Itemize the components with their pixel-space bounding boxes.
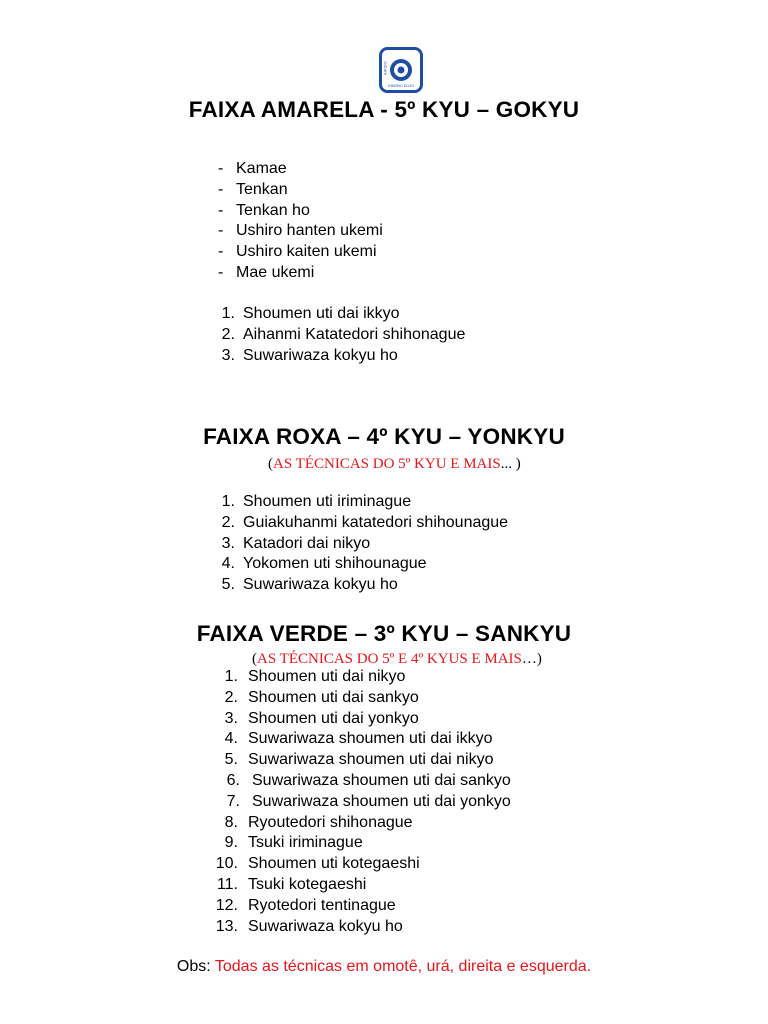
section-title-verde: FAIXA VERDE – 3º KYU – SANKYU bbox=[196, 621, 572, 646]
section-title-amarela: FAIXA AMARELA - 5º KYU – GOKYU bbox=[188, 97, 580, 122]
logo bbox=[379, 47, 423, 93]
logo-text-left: AIKIDO bbox=[382, 61, 388, 75]
obs-text: Todas as técnicas em omotê, urá, direita e esquerda. bbox=[214, 958, 592, 975]
obs-label: Obs: bbox=[176, 958, 211, 975]
observation-note bbox=[0, 958, 768, 976]
logo-text-bottom: KIMONO DOJO bbox=[388, 84, 414, 88]
aikido-logo-icon bbox=[379, 47, 423, 93]
section-title-roxa: FAIXA ROXA – 4º KYU – YONKYU bbox=[203, 424, 565, 449]
section-note-roxa: (AS TÉCNICAS DO 5º KYU E MAIS... ) bbox=[268, 456, 521, 472]
section-note-verde: (AS TÉCNICAS DO 5º E 4º KYUS E MAIS…) bbox=[252, 651, 542, 667]
